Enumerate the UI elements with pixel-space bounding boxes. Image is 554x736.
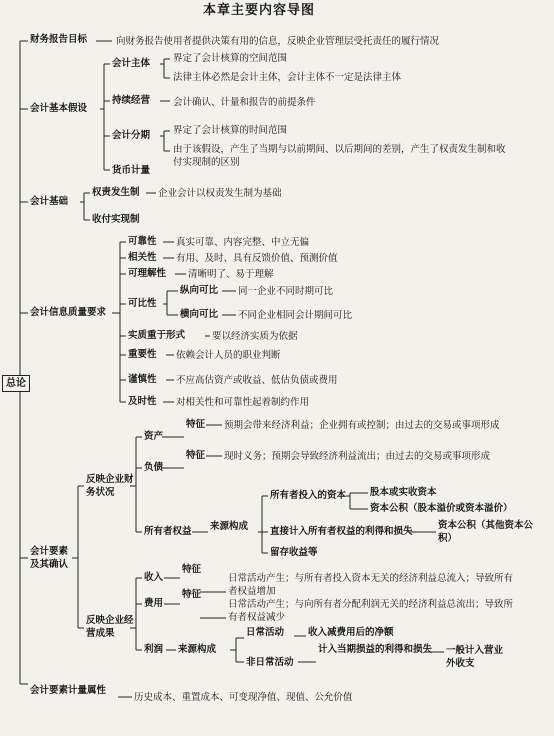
daily-activity-desc: 收入减费用后的净额 (308, 627, 394, 638)
non-daily-activity: 非日常活动 (246, 657, 294, 668)
timeliness-desc: 对相关性和可靠性起着制约作用 (176, 397, 310, 408)
expense-feature-label: 特征 (182, 589, 202, 600)
capital-reserve: 资本公积（股本溢价或资本溢价） (370, 503, 513, 514)
assets-label: 资产 (144, 431, 164, 442)
relevance-label: 相关性 (128, 252, 157, 263)
capital-reserve-other: 资本公积（其他资本公积） (438, 520, 534, 544)
expense-label: 费用 (144, 598, 164, 609)
objective-desc: 向财务报告使用者提供决策有用的信息，反映企业管理层受托责任的履行情况 (116, 36, 440, 47)
reliability-desc: 真实可靠、内容完整、中立无偏 (176, 237, 310, 248)
measurement-label: 会计要素计量属性 (30, 685, 107, 696)
vertical-desc: 同一企业不同时期可比 (238, 286, 334, 297)
assumptions-label: 会计基本假设 (30, 103, 88, 114)
substance-label: 实质重于形式 (128, 330, 186, 341)
profit-label: 利润 (144, 644, 164, 655)
horizontal-desc: 不同企业相同会计期间可比 (238, 310, 353, 321)
basis-label: 会计基础 (30, 196, 69, 207)
expense-desc: 日常活动产生；与向所有者分配利润无关的经济利益总流出；导致所有者权益减少 (228, 599, 514, 623)
entity-desc-2: 法律主体必然是会计主体，会计主体不一定是法律主体 (173, 72, 402, 83)
horizontal-label: 横向可比 (180, 309, 219, 320)
assets-desc: 预期会带来经济利益；企业拥有或控制；由过去的交易或事项形成 (224, 420, 500, 431)
understandability-desc: 清晰明了、易于理解 (188, 269, 274, 280)
elements-label: 会计要素及其确认 (30, 546, 69, 570)
accrual-label: 权责发生制 (92, 187, 140, 198)
equity-label: 所有者权益 (144, 526, 192, 537)
non-daily-activity-note: 一般计入营业外收支 (446, 645, 504, 669)
entity-desc-1: 界定了会计核算的空间范围 (173, 53, 288, 64)
prudence-label: 谨慎性 (128, 374, 157, 385)
non-daily-activity-desc: 计入当期损益的利得和损失 (318, 644, 433, 655)
assets-feature-label: 特征 (186, 419, 206, 430)
cash-label: 收付实现制 (92, 214, 140, 225)
period-label: 会计分期 (112, 130, 151, 141)
measurement-desc: 历史成本、重置成本、可变现净值、现值、公允价值 (134, 692, 353, 703)
profit-source-label: 来源构成 (178, 644, 217, 655)
relevance-desc: 有用、及时、具有反馈价值、预测价值 (176, 253, 338, 264)
retained-earnings: 留存收益等 (270, 547, 318, 558)
going-concern-desc: 会计确认、计量和报告的前提条件 (173, 97, 316, 108)
objective-label: 财务报告目标 (30, 34, 88, 45)
period-desc-1: 界定了会计核算的时间范围 (173, 125, 288, 136)
entity-label: 会计主体 (112, 58, 151, 69)
direct-gains: 直接计入所有者权益的利得和损失 (270, 526, 413, 537)
equity-source-label: 来源构成 (210, 521, 249, 532)
period-desc-2: 由于该假设，产生了当期与以前期间、以后期间的差别，产生了权责发生制和收付实现制的区别 (173, 144, 506, 168)
comparability-label: 可比性 (128, 298, 157, 309)
substance-desc: 要以经济实质为依据 (212, 331, 298, 342)
vertical-label: 纵向可比 (180, 285, 219, 296)
financial-position-label: 反映企业财务状况 (86, 474, 134, 498)
timeliness-label: 及时性 (128, 396, 157, 407)
going-concern-label: 持续经营 (112, 95, 151, 106)
revenue-feature-label: 特征 (182, 564, 202, 575)
liabilities-feature-label: 特征 (186, 450, 206, 461)
quality-label: 会计信息质量要求 (30, 307, 107, 318)
daily-activity: 日常活动 (246, 627, 285, 638)
materiality-desc: 依赖会计人员的职业判断 (176, 350, 281, 361)
operating-results-label: 反映企业经营成果 (86, 615, 134, 639)
currency-label: 货币计量 (112, 165, 151, 176)
share-capital: 股本或实收资本 (370, 487, 437, 498)
materiality-label: 重要性 (128, 349, 157, 360)
prudence-desc: 不应高估资产或收益、低估负债或费用 (176, 375, 338, 386)
page-title: 本章主要内容导图 (203, 3, 316, 18)
liabilities-label: 负债 (144, 462, 164, 473)
revenue-desc: 日常活动产生；与所有者投入资本无关的经济利益总流入；导致所有者权益增加 (228, 573, 514, 597)
owner-input: 所有者投入的资本 (270, 490, 347, 501)
revenue-label: 收入 (144, 572, 164, 583)
reliability-label: 可靠性 (128, 236, 157, 247)
liabilities-desc: 现时义务；预期会导致经济利益流出；由过去的交易或事项形成 (224, 451, 491, 462)
root-node: 总论 (2, 375, 30, 392)
understandability-label: 可理解性 (128, 268, 167, 279)
accrual-desc: 企业会计以权责发生制为基础 (158, 188, 282, 199)
